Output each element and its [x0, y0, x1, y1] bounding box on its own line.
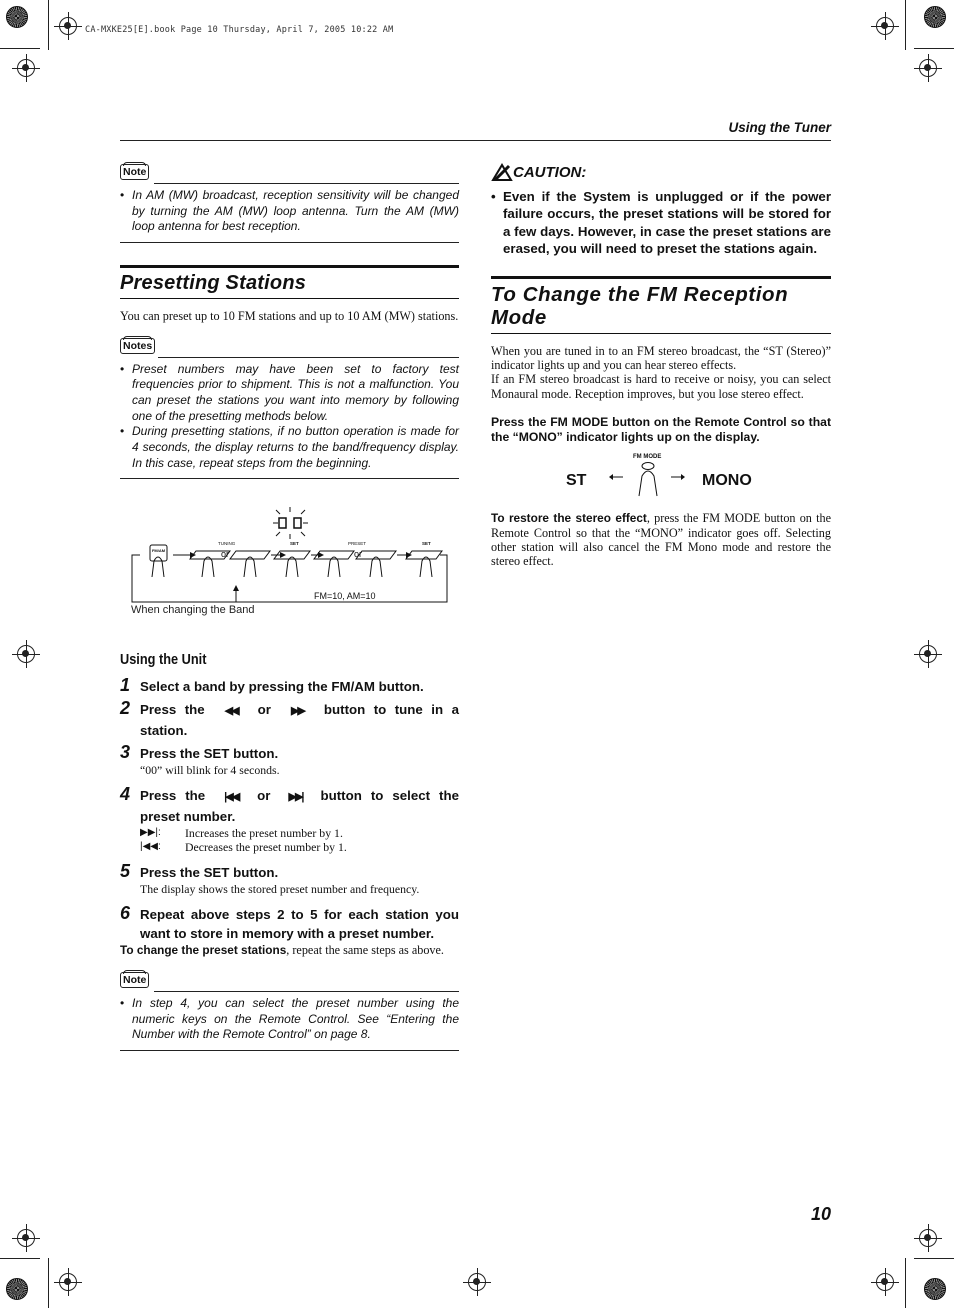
- band-caption: When changing the Band: [131, 604, 255, 617]
- caution-pen-icon: [491, 162, 513, 182]
- crop-mark: [0, 48, 40, 49]
- divider: [158, 357, 459, 358]
- fm-am-label: FM/AM: [151, 548, 166, 554]
- key-description: Decreases the preset number by 1.: [185, 840, 347, 855]
- divider: [120, 1050, 459, 1051]
- registration-target-icon: [876, 1273, 894, 1291]
- divider: [120, 478, 459, 479]
- crop-mark: [914, 48, 954, 49]
- page-number: 10: [810, 1204, 831, 1224]
- note-badge: Note: [120, 164, 149, 180]
- registration-target-icon: [876, 17, 894, 35]
- step-text: Press the SET button.: [140, 746, 279, 762]
- step-text-part: Press the: [140, 702, 205, 718]
- restore-rest: , press the FM MODE button on the Remote Control so that the “MONO” indicator goes off. Selecting other station will also cancel the FM Mono mode and restore the stereo effect.: [491, 511, 831, 569]
- crop-mark: [905, 0, 906, 50]
- crop-mark: [0, 1258, 40, 1259]
- step: [120, 677, 459, 696]
- subsection-title: Using the Unit: [120, 652, 207, 669]
- registration-target-icon: [59, 1273, 77, 1291]
- step: [120, 905, 459, 943]
- fm-mode-paragraph: If an FM stereo broadcast is hard to receive or noisy, you can select Monaural mode. Reception improves, but you lose stereo effect.: [491, 372, 831, 401]
- tuning-label: TUNING: [218, 541, 236, 547]
- registration-sun-icon: [924, 6, 946, 28]
- set-label: SET: [290, 541, 299, 547]
- note-box: [120, 970, 459, 1051]
- step-number: 2: [120, 698, 131, 719]
- restore-bold: To restore the stereo effect: [491, 511, 647, 526]
- step-subtext: “00” will blink for 4 seconds.: [140, 763, 280, 778]
- registration-target-icon: [17, 59, 35, 77]
- registration-sun-icon: [924, 1278, 946, 1300]
- notes-badge: Notes: [120, 338, 155, 354]
- key-description: Increases the preset number by 1.: [185, 826, 343, 841]
- registration-target-icon: [919, 59, 937, 77]
- fm-mode-button-label: FM MODE: [633, 454, 662, 461]
- registration-target-icon: [468, 1273, 486, 1291]
- caution-title: CAUTION:: [513, 163, 587, 181]
- step-number: 4: [120, 784, 131, 805]
- step: [120, 786, 459, 854]
- note-box: [120, 162, 459, 243]
- or-label: or: [354, 549, 363, 560]
- step-subtext: The display shows the stored preset number and frequency.: [140, 882, 420, 897]
- caution-heading: [491, 162, 831, 182]
- crop-mark: [905, 1258, 906, 1308]
- step-text: Select a band by pressing the FM/AM button.: [140, 679, 424, 695]
- skip-forward-icon: ▶▶|: [288, 791, 303, 804]
- step-text: [140, 700, 459, 740]
- set-label: SET: [422, 541, 431, 547]
- running-head: Using the Tuner: [728, 120, 831, 135]
- step-text: Press the SET button.: [140, 865, 279, 881]
- crop-mark: [48, 1258, 49, 1308]
- preset-label: PRESET: [348, 541, 367, 547]
- section-title: To Change the FM Reception Mode: [491, 276, 831, 334]
- section-title: Presetting Stations: [120, 265, 459, 299]
- restore-text: [491, 511, 831, 569]
- fast-forward-icon: ▶▶: [290, 705, 304, 718]
- note-item: • In step 4, you can select the preset number using the numeric keys on the Remote Control. See “Entering the Number with the Remote Control” on page 8.: [120, 996, 459, 1043]
- registration-target-icon: [17, 1229, 35, 1247]
- fm-mode-instruction: Press the FM MODE button on the Remote Control so that the “MONO” indicator lights up on the display.: [491, 415, 831, 444]
- key-label: ▶▶|:: [140, 827, 161, 839]
- finger-press-icon: [609, 462, 689, 504]
- key-label: |◀◀:: [140, 841, 161, 853]
- note-item: • In AM (MW) broadcast, reception sensitivity will be changed by turning the AM (MW) loop antenna. Turn the AM (MW) loop antenna for best reception.: [120, 188, 459, 235]
- step-text: Repeat above steps 2 to 5 for each station you want to store in memory with a preset number.: [140, 907, 459, 942]
- step-number: 1: [120, 675, 131, 696]
- divider: [154, 183, 459, 184]
- change-presets-rest: , repeat the same steps as above.: [286, 943, 444, 958]
- intro-text: You can preset up to 10 FM stations and up to 10 AM (MW) stations.: [120, 309, 459, 324]
- step: [120, 863, 459, 896]
- caution-item: • Even if the System is unplugged or if the power failure occurs, the preset stations will be stored for a few days. However, in case the preset stations are erased, you will need to preset the stations again.: [491, 188, 831, 258]
- print-header: CA-MXKE25[E].book Page 10 Thursday, April 7, 2005 10:22 AM: [85, 25, 394, 35]
- change-presets-text: [120, 943, 459, 957]
- crop-mark: [914, 1258, 954, 1259]
- fm-mode-paragraph: When you are tuned in to an FM stereo broadcast, the “ST (Stereo)” indicator lights up and you can hear stereo effects.: [491, 343, 831, 373]
- registration-target-icon: [919, 1229, 937, 1247]
- header-rule: [120, 140, 831, 141]
- note-item: • During presetting stations, if no button operation is made for 4 seconds, the display returns to the band/frequency display. In this case, repeat steps from the beginning.: [120, 424, 459, 471]
- note-badge: Note: [120, 972, 149, 988]
- step-number: 5: [120, 861, 131, 882]
- count-label: FM=10, AM=10: [314, 591, 376, 602]
- notes-box: [120, 336, 459, 480]
- right-column: [491, 162, 831, 569]
- left-column: [120, 162, 459, 1051]
- step-text-part: or: [257, 788, 271, 804]
- mono-indicator: MONO: [702, 472, 752, 490]
- divider: [154, 991, 459, 992]
- preset-diagram: [120, 505, 459, 645]
- registration-target-icon: [919, 645, 937, 663]
- fm-mode-diagram: [491, 454, 831, 506]
- skip-back-icon: |◀◀: [224, 791, 239, 804]
- registration-sun-icon: [6, 1278, 28, 1300]
- rewind-icon: ◀◀: [224, 705, 238, 718]
- step-text: [140, 786, 459, 826]
- key-value-row: [140, 826, 459, 840]
- key-value-row: [140, 840, 459, 854]
- divider: [120, 242, 459, 243]
- or-label: or: [221, 549, 230, 560]
- st-indicator: ST: [566, 472, 587, 490]
- step: [120, 700, 459, 740]
- step-text-part: button to select the preset number.: [140, 788, 459, 825]
- registration-target-icon: [59, 17, 77, 35]
- step-text-part: Press the: [140, 788, 206, 804]
- change-presets-bold: To change the preset stations: [120, 943, 287, 958]
- crop-mark: [48, 0, 49, 50]
- step-number: 3: [120, 742, 131, 763]
- step-text-part: or: [257, 702, 271, 718]
- step: [120, 744, 459, 777]
- registration-sun-icon: [6, 6, 28, 28]
- step-text-part: button to tune in a station.: [140, 702, 459, 739]
- note-item: • Preset numbers may have been set to factory test frequencies prior to shipment. This is not a malfunction. You can preset the stations you want into memory by following one of the presetting methods below.: [120, 362, 459, 425]
- step-number: 6: [120, 903, 131, 924]
- registration-target-icon: [17, 645, 35, 663]
